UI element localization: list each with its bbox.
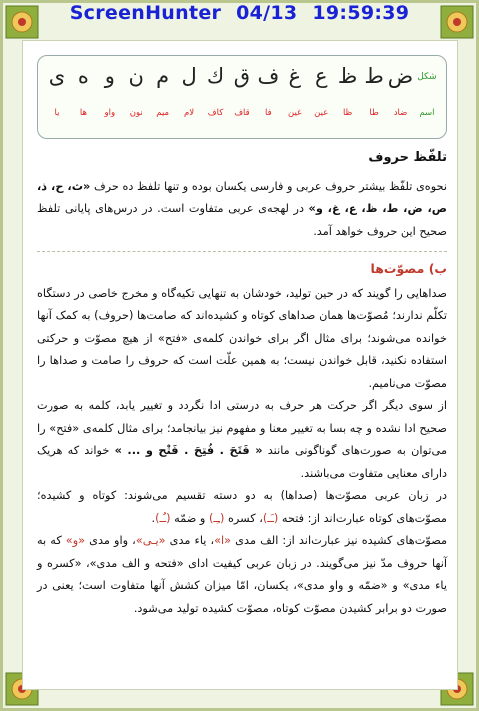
letter-glyph: ق [233, 64, 251, 88]
letter-glyph: ط [364, 64, 384, 88]
letter-name: کاف [207, 108, 224, 118]
paragraph-pronunciation: نحوه‌ی تلفّظ بیشتر حروف عربی و فارسی یکسان بوده و تنها تلفظ ده حرف «ث، ح، ذ، ص، ض، ط، ظ، ع، غ، و» در لهجه‌ی عربی متفاوت است. در درس‌های پایانی تلفظ صحیح این حروف خواهد آمد. [37, 179, 447, 238]
letter-name: لام [184, 108, 195, 118]
letter-name: یا [54, 108, 60, 118]
letter-name: ضاد [393, 108, 408, 118]
letter-glyph: ف [257, 64, 280, 88]
section-title-pronunciation: تلفّظ حروف [368, 150, 447, 165]
letter-name: قاف [234, 108, 250, 118]
banner-time: 19:59:39 [312, 2, 410, 24]
letter-name: ها [79, 108, 87, 118]
letter-glyph: ی [48, 64, 66, 88]
letter-name: واو [104, 108, 116, 118]
screenshot-banner [0, 2, 479, 32]
ya-madd: «یـی» [135, 534, 166, 547]
letter-glyph: ظ [337, 64, 358, 88]
section-title-vowels: ب) مصوّت‌ها [370, 261, 447, 276]
paragraph-short-vowels: در زبان عربی مصوّت‌ها (صداها) به دو دسته تقسیم می‌شوند: کوتاه و کشیده؛ مصوّت‌های کوتاه عبارت‌اند از: فتحه (ـَـ)، کسره (ـِـ) و ضمّه (ـُـ). [37, 489, 447, 525]
letter-name: غین [288, 108, 302, 118]
letter-glyph: غ [288, 64, 302, 88]
damma-mark: (ـُـ) [155, 511, 171, 525]
letters-table [37, 55, 447, 139]
glyph-row-label: شکل [417, 72, 437, 82]
paragraph-long-vowels: مصوّت‌های کشیده نیز عبارت‌اند از: الف مدی «ا»، یاء مدی «یـی»، واو مدی «و» که به آنها حروف مدّ نیز می‌گویند. در زبان عربی کیفیت ادای «فتحه و الف مدی»، «کسره و یاء مدی» و «ضمّه و واو مدی»، یکسان، امّا میزان کشش آنها متفاوت است؛ یعنی در صورت دو برابر کشیدن مصوّت کوتاه، مصوّت کشیده تولید می‌شود. [37, 534, 448, 615]
paragraph-vowels-definition: صداهایی را گویند که در حین تولید، خودشان به تنهایی تکیه‌گاه و مخرج خاصی در دستگاه تکلّم ندارند؛ مُصوّت‌ها همان صداهای کوتاه و کشیده‌اند که صامت‌ها (حروف) به کمک آنها خوانده می‌شوند؛ برای مثال اگر برای خواندن کلمه‌ی «فتح» از هیچ مصوّت و حرکتی استفاده نکنید، قابل خواندن نیست؛ به همین علّت است که حروف را صامت و صداها را مصوّت می‌نامیم. [37, 286, 447, 390]
letter-name: فا [265, 108, 272, 118]
vav-madd: «و» [65, 534, 86, 547]
letter-name: نون [129, 108, 143, 118]
fath-forms: « فَتَحَ . فُتِحَ . فَتْح و ... » [114, 444, 263, 457]
document-page [22, 40, 458, 690]
letter-name: میم [156, 108, 170, 118]
fatha-mark: (ـَـ) [262, 511, 279, 525]
letter-glyph: ض [387, 64, 414, 88]
letter-name: طا [369, 108, 379, 118]
paragraph-vowels-meaning: از سوی دیگر اگر حرکت هر حرف به درستی ادا نگردد و تغییر یابد، کلمه به صورت صحیح ادا نشده و چه بسا به تغییر معنا و مفهوم نیز بیانجامد؛ برای مثال کلمه‌ی «فتح» را می‌توان به صورت‌های گوناگونی مانند « فَتَحَ . فُتِحَ . فَتْح و ... » خواند که هریک دارای معنایی متفاوت می‌باشند. [37, 399, 447, 480]
alef-madd: «ا» [214, 534, 232, 547]
letter-glyph: ه [77, 64, 89, 88]
letter-glyph: ن [128, 64, 144, 88]
letter-glyph: ل [181, 64, 197, 88]
banner-date: 04/13 [236, 2, 298, 24]
special-letters: «ث، ح، ذ، ص، ض، ط، ظ، ع، غ، و» [37, 179, 447, 215]
letter-glyph: م [156, 64, 170, 88]
letter-glyph: و [104, 64, 115, 88]
section-divider [37, 243, 447, 252]
kasra-mark: (ـِـ) [208, 511, 225, 525]
name-row-label: اسم [419, 108, 435, 118]
letter-name: ظا [342, 108, 353, 118]
letters-name-row [44, 108, 440, 128]
letters-glyph-row [44, 64, 440, 102]
letter-name: عین [314, 108, 329, 118]
letter-glyph: ك [206, 64, 225, 88]
document-content [37, 145, 447, 679]
banner-app-name: ScreenHunter [69, 2, 222, 24]
letter-glyph: ع [314, 64, 328, 88]
